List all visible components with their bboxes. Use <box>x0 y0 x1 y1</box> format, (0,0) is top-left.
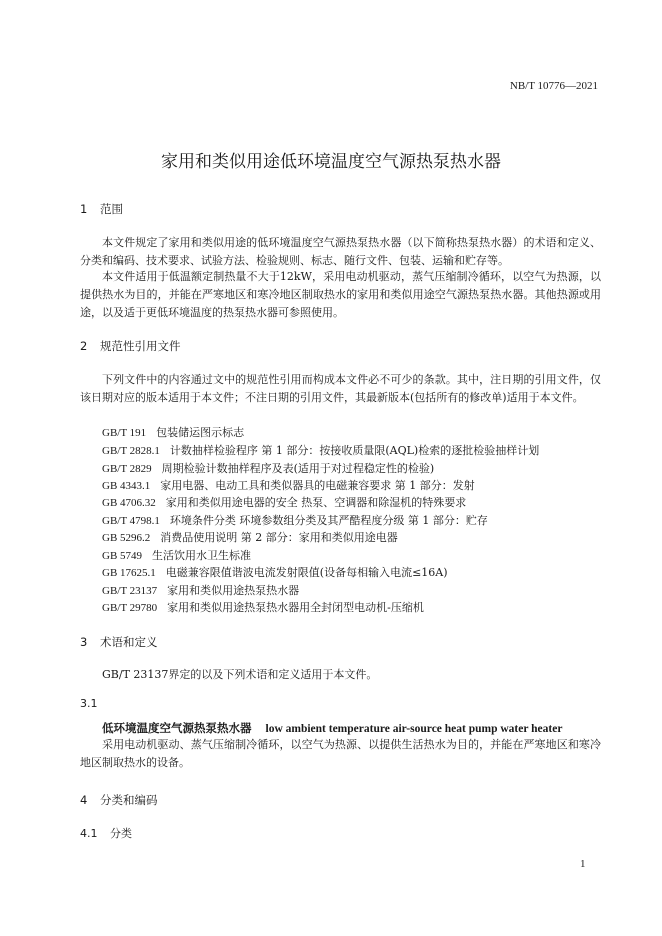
normative-intro-paragraph: 下列文件中的内容通过文中的规范性引用而构成本文件必不可少的条款。其中，注日期的引用文件，仅该日期对应的版本适用于本文件；不注日期的引用文件，其最新版本(包括所有的修改单)适用于本文件。 <box>80 373 601 404</box>
reference-item <box>102 494 466 510</box>
reference-code: GB/T 23137 <box>102 585 158 597</box>
reference-code: GB/T 2829 <box>102 463 152 475</box>
section-number: 4 <box>80 793 88 807</box>
section-title: 范围 <box>100 202 123 216</box>
reference-code: GB 5296.2 <box>102 532 151 544</box>
reference-code: GB 17625.1 <box>102 567 156 579</box>
reference-code: GB 5749 <box>102 550 143 562</box>
document-number: NB/T 10776—2021 <box>509 80 598 92</box>
reference-item <box>102 477 475 493</box>
reference-title: 家用电器、电动工具和类似器具的电磁兼容要求 第 1 部分：发射 <box>160 479 475 492</box>
reference-item <box>102 442 539 458</box>
reference-code: GB/T 29780 <box>102 602 158 614</box>
reference-item <box>102 547 251 563</box>
reference-code: GB/T 191 <box>102 427 147 439</box>
reference-title: 环境条件分类 环境参数组分类及其严酷程度分级 第 1 部分：贮存 <box>169 514 488 527</box>
reference-item <box>102 529 398 545</box>
reference-code: GB/T 4798.1 <box>102 515 160 527</box>
section-number: 1 <box>80 202 88 216</box>
reference-code: GB/T 2828.1 <box>102 445 160 457</box>
reference-title: 包装储运图示标志 <box>156 426 245 439</box>
section-heading-terms <box>80 634 158 650</box>
reference-code: GB 4706.32 <box>102 497 156 509</box>
term-definition: 采用电动机驱动、蒸气压缩制冷循环，以空气为热源、以提供生活热水为目的，并能在严寒地区和寒冷地区制取热水的设备。 <box>80 738 601 769</box>
section-number: 2 <box>80 339 88 353</box>
reference-title: 生活饮用水卫生标准 <box>152 549 252 562</box>
section-heading-classification <box>80 792 158 808</box>
term-chinese: 低环境温度空气源热泵热水器 <box>102 721 252 735</box>
reference-item <box>102 424 244 440</box>
section-title: 分类和编码 <box>100 793 158 807</box>
reference-item <box>102 582 299 598</box>
reference-code: GB 4343.1 <box>102 480 151 492</box>
scope-paragraph: 本文件适用于低温额定制热量不大于12kW，采用电动机驱动，蒸气压缩制冷循环，以空气为热源，以提供热水为目的，并能在严寒地区和寒冷地区制取热水的家用和类似用途空气源热泵热水器。其他热源或用途，以及适于更低环境温度的热泵热水器可参照使用。 <box>80 270 601 319</box>
reference-item <box>102 599 424 615</box>
subsection-title: 分类 <box>110 827 132 840</box>
reference-item <box>102 564 448 580</box>
reference-title: 家用和类似用途热泵热水器用全封闭型电动机-压缩机 <box>167 601 424 614</box>
reference-title: 计数抽样检验程序 第 1 部分：按接收质量限(AQL)检索的逐批检验抽样计划 <box>169 444 540 457</box>
terms-intro-paragraph: GB/T 23137界定的以及下列术语和定义适用于本文件。 <box>102 668 378 681</box>
section-number: 3 <box>80 635 88 649</box>
term-english: low ambient temperature air-source heat pump water heater <box>265 723 563 735</box>
reference-title: 周期检验计数抽样程序及表(适用于对过程稳定性的检验) <box>161 462 435 475</box>
reference-item <box>102 460 434 476</box>
section-title: 术语和定义 <box>100 635 158 649</box>
subsection-heading <box>80 825 132 841</box>
section-heading-normative-references <box>80 338 181 354</box>
reference-title: 家用和类似用途电器的安全 热泵、空调器和除湿机的特殊要求 <box>165 496 467 509</box>
reference-title: 消费品使用说明 第 2 部分：家用和类似用途电器 <box>160 531 398 544</box>
reference-item <box>102 512 488 528</box>
section-heading-scope <box>80 201 123 217</box>
reference-title: 电磁兼容限值谐波电流发射限值(设备每相输入电流≤16A) <box>165 566 448 579</box>
section-title: 规范性引用文件 <box>100 339 181 353</box>
term-number: 3.1 <box>80 697 98 710</box>
page-number: 1 <box>580 858 586 870</box>
page-title: 家用和类似用途低环境温度空气源热泵热水器 <box>161 152 501 172</box>
subsection-number: 4.1 <box>80 827 98 840</box>
reference-title: 家用和类似用途热泵热水器 <box>167 584 300 597</box>
scope-paragraph: 本文件规定了家用和类似用途的低环境温度空气源热泵热水器（以下简称热泵热水器）的术语和定义、分类和编码、技术要求、试验方法、检验规则、标志、随行文件、包装、运输和贮存等。 <box>80 236 601 267</box>
term-heading <box>102 720 562 736</box>
